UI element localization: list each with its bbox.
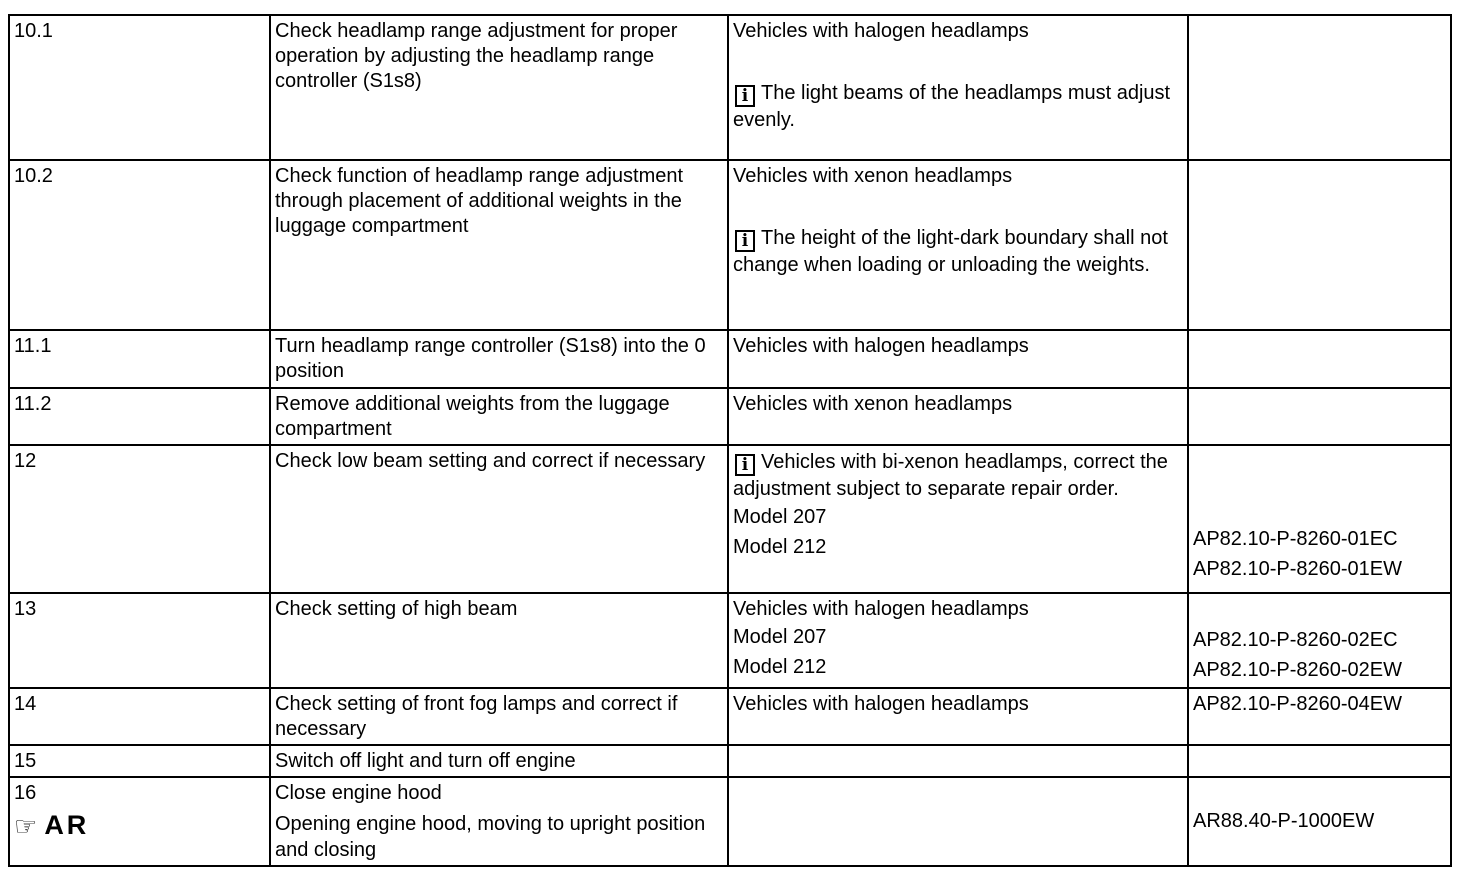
condition-text: Vehicles with halogen headlamps [733,335,1029,357]
step-number-cell [9,745,270,777]
condition-text: Vehicles with halogen headlamps [733,598,1029,620]
model-label: Model 207 [733,506,827,528]
document-reference[interactable]: AR88.40-P-1000EW [1193,810,1375,832]
step-number-cell [9,445,270,593]
condition-cell [728,160,1188,330]
step-number: 11.2 [14,393,52,415]
ar-label: AR [44,810,90,840]
step-number: 15 [14,750,37,772]
step-number-cell [9,15,270,160]
action-cell [270,160,728,330]
action-cell [270,745,728,777]
condition-cell [728,15,1188,160]
note-block [733,80,1183,133]
reference-cell [1188,15,1451,160]
condition-text: Vehicles with halogen headlamps [733,20,1029,42]
step-number-cell [9,593,270,688]
step-number-cell [9,330,270,388]
condition-cell [728,593,1188,688]
document-reference[interactable]: AP82.10-P-8260-01EC [1193,528,1398,550]
note-text: The light beams of the headlamps must adjust evenly. [733,82,1171,131]
table-row [9,15,1451,160]
info-icon: i [735,85,755,107]
condition-cell [728,388,1188,445]
procedure-table-container [8,14,1450,864]
reference-cell [1188,160,1451,330]
table-row [9,688,1451,745]
condition-cell [728,688,1188,745]
action-cell [270,330,728,388]
reference-cell [1188,777,1451,866]
info-icon: i [735,230,755,252]
reference-cell [1188,688,1451,745]
reference-cell [1188,745,1451,777]
document-reference[interactable]: AP82.10-P-8260-02EC [1193,629,1398,651]
condition-text: Vehicles with xenon headlamps [733,393,1013,415]
action-cell [270,445,728,593]
table-row [9,330,1451,388]
table-row [9,445,1451,593]
model-label: Model 207 [733,626,827,648]
note-block [733,225,1183,278]
condition-cell [728,330,1188,388]
table-row [9,745,1451,777]
model-label: Model 212 [733,536,827,558]
step-number: 10.1 [14,20,53,42]
step-number: 11.1 [14,335,52,357]
note-text: The height of the light-dark boundary shall not change when loading or unloading the weights. [733,227,1168,276]
document-reference[interactable]: AP82.10-P-8260-02EW [1193,659,1403,681]
action-text: Check headlamp range adjustment for proper operation by adjusting the headlamp range controller (S1s8) [275,20,678,92]
document-reference[interactable]: AP82.10-P-8260-04EW [1193,693,1403,715]
step-number: 13 [14,598,37,620]
condition-cell [728,445,1188,593]
step-number-cell [9,160,270,330]
action-text: Switch off light and turn off engine [275,750,576,772]
action-cell [270,593,728,688]
step-number-cell [9,388,270,445]
condition-cell [728,777,1188,866]
action-text: Check setting of front fog lamps and correct if necessary [275,693,678,740]
condition-text: Vehicles with halogen headlamps [733,693,1029,715]
reference-cell [1188,388,1451,445]
step-number-cell [9,688,270,745]
ar-reference-mark [14,810,265,841]
document-reference[interactable]: AP82.10-P-8260-01EW [1193,558,1403,580]
pointing-hand-icon: ☞ [14,811,41,841]
step-number: 14 [14,693,37,715]
subaction-text: Opening engine hood, moving to upright position and closing [275,813,706,861]
note-block [733,449,1183,502]
action-text: Remove additional weights from the luggage compartment [275,393,670,440]
action-text: Check low beam setting and correct if necessary [275,450,706,472]
reference-cell [1188,593,1451,688]
action-cell [270,688,728,745]
procedure-table [8,14,1452,867]
step-number: 16 [14,782,37,804]
table-row [9,388,1451,445]
condition-cell [728,745,1188,777]
condition-text: Vehicles with xenon headlamps [733,165,1013,187]
action-text: Check function of headlamp range adjustment through placement of additional weights in the luggage compartment [275,165,684,237]
table-row [9,160,1451,330]
table-row [9,777,1451,866]
reference-cell [1188,445,1451,593]
action-cell [270,388,728,445]
step-number: 12 [14,450,37,472]
action-text: Check setting of high beam [275,598,518,620]
table-row [9,593,1451,688]
step-number-cell [9,777,270,866]
action-text: Turn headlamp range controller (S1s8) into the 0 position [275,335,706,382]
step-number: 10.2 [14,165,53,187]
model-label: Model 212 [733,656,827,678]
note-text: Vehicles with bi-xenon headlamps, correct the adjustment subject to separate repair order. [733,451,1168,500]
action-cell [270,777,728,866]
reference-cell [1188,330,1451,388]
info-icon: i [735,454,755,476]
action-cell [270,15,728,160]
action-text: Close engine hood [275,782,442,804]
